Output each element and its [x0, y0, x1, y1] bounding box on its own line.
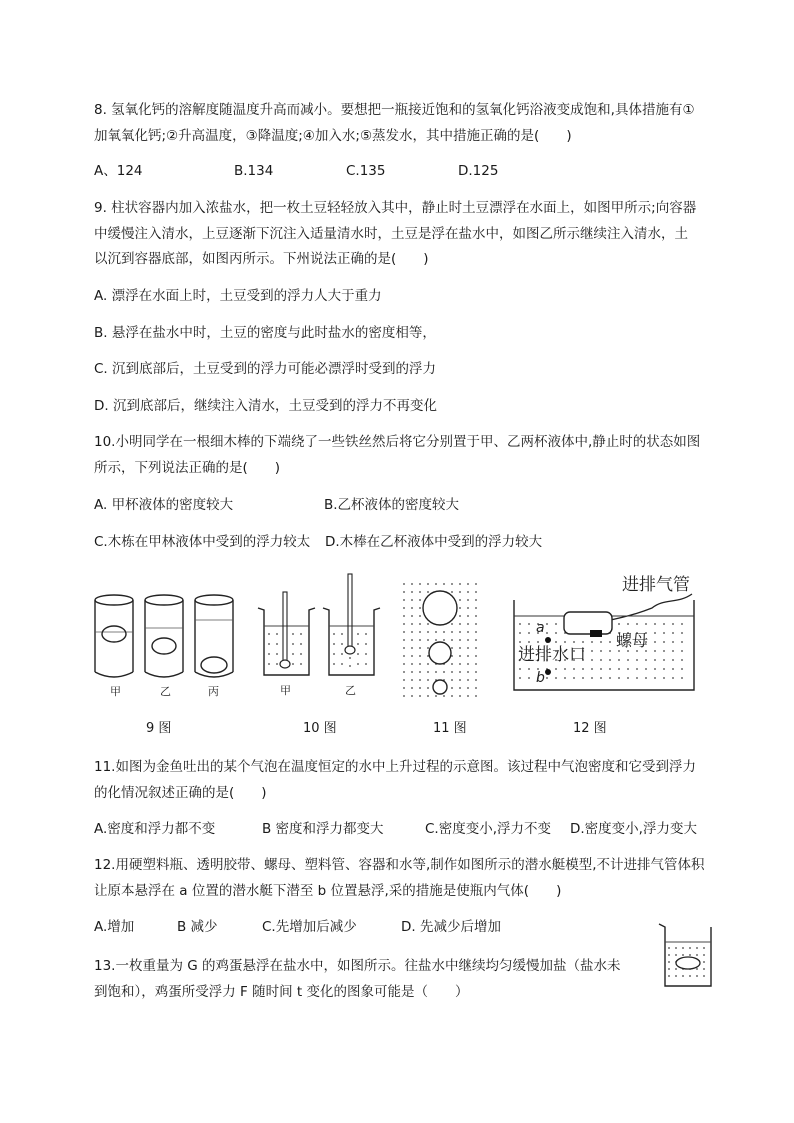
fig12-label-nut: 螺母 [616, 631, 649, 650]
bubble-large [423, 591, 457, 625]
fig9-label-bing: 丙 [208, 685, 219, 698]
figure-13-beaker [657, 920, 717, 992]
figure-10-beakers [254, 570, 384, 710]
q8-option-c: C.135 [346, 163, 386, 179]
potato-suspended [152, 638, 176, 654]
caption-fig12: 12 图 [573, 721, 607, 736]
q13-line1: 13.一枚重量为 G 的鸡蛋悬浮在盐水中，如图所示。往盐水中继续均匀缓慢加盐（盐水未 [94, 958, 621, 974]
q9-line1: 9. 柱状容器内加入浓盐水，把一枚土豆轻轻放入其中，静止时土豆漂浮在水面上，如图甲所示;向容器 [94, 200, 697, 216]
q8-line1: 8. 氢氧化钙的溶解度随温度升高而减小。要想把一瓶接近饱和的氢氧化钙浴液变成饱和,具体措施有① [94, 102, 695, 118]
fig9-label-yi: 乙 [160, 685, 171, 698]
fig9-label-jia: 甲 [110, 685, 121, 698]
nut-block [590, 630, 602, 637]
bubble-medium [429, 642, 451, 664]
q11-option-d: D.密度变小,浮力变大 [570, 821, 697, 837]
stick-yi [348, 574, 352, 650]
stick-jia [283, 592, 287, 662]
q11-option-b: B 密度和浮力都变大 [262, 821, 384, 837]
q11-option-a: A.密度和浮力都不变 [94, 821, 216, 837]
beaker-yi [323, 574, 380, 675]
figure-9-cylinders [90, 590, 250, 710]
caption-fig10: 10 图 [303, 721, 337, 736]
cylinder-jia [95, 595, 133, 677]
fig12-label-b: b [536, 670, 545, 686]
figure-12-submarine [512, 570, 708, 700]
fig12-label-port: 进排水口 [518, 645, 586, 665]
figure-11-bubbles [400, 580, 480, 700]
fig12-label-a: a [536, 620, 545, 636]
q8-line2: 加氧氧化钙;②升高温度，③降温度;④加入水;⑤蒸发水，其中措施正确的是( ) [94, 128, 572, 144]
q8-option-d: D.125 [458, 163, 499, 179]
q9-option-c: C. 沉到底部后，土豆受到的浮力可能必漂浮时受到的浮力 [94, 361, 437, 377]
q10-option-b: B.乙杯液体的密度较大 [324, 497, 460, 513]
q12-option-a: A.增加 [94, 919, 135, 935]
submarine-bottle [564, 612, 612, 634]
q9-line3: 以沉到容器底部，如图丙所示。下州说法正确的是( ) [94, 251, 429, 267]
potato-sunk [201, 657, 227, 673]
caption-fig11: 11 图 [433, 721, 467, 736]
q10-option-c: C.木栋在甲林液体中受到的浮力较太 [94, 534, 311, 550]
q12-option-d: D. 先减少后增加 [401, 919, 501, 935]
q8-option-a: A、124 [94, 163, 143, 179]
q10-line1: 10.小明同学在一根细木棒的下端绕了一些铁丝然后将它分别置于甲、乙两杯液体中,静止时的状态如图 [94, 434, 701, 450]
q10-option-d: D.木棒在乙杯液体中受到的浮力较大 [325, 534, 543, 550]
fig10-label-jia: 甲 [280, 684, 291, 697]
q9-option-d: D. 沉到底部后，继续注入清水，土豆受到的浮力不再变化 [94, 398, 437, 414]
cylinder-yi [145, 595, 183, 677]
q12-line1: 12.用硬塑料瓶、透明胶带、螺母、塑料管、容器和水等,制作如图所示的潜水艇模型,不计进排气管体积 [94, 857, 705, 873]
caption-fig9: 9 图 [146, 721, 172, 736]
q11-option-c: C.密度变小,浮力不变 [425, 821, 552, 837]
potato-floating [102, 626, 126, 642]
bubble-small [433, 680, 447, 694]
beaker-jia [258, 592, 315, 675]
cylinder-bing [195, 595, 233, 677]
fig10-label-yi: 乙 [345, 684, 356, 697]
q8-option-b: B.134 [234, 163, 274, 179]
q9-option-b: B. 悬浮在盐水中时，土豆的密度与此时盐水的密度相等， [94, 325, 436, 341]
q9-option-a: A. 漂浮在水面上时，土豆受到的浮力人大于重力 [94, 288, 382, 304]
q12-line2: 让原本悬浮在 a 位置的潜水艇下潜至 b 位置悬浮,采的措施是使瓶内气体( ) [94, 883, 562, 899]
q11-line1: 11.如图为金鱼吐出的某个气泡在温度恒定的水中上升过程的示意图。该过程中气泡密度和它受到浮力 [94, 759, 696, 775]
q12-option-c: C.先增加后减少 [262, 919, 357, 935]
egg [676, 957, 700, 969]
q13-line2: 到饱和），鸡蛋所受浮力 F 随时间 t 变化的图象可能是（ ） [94, 984, 469, 1000]
q10-option-a: A. 甲杯液体的密度较大 [94, 497, 234, 513]
fig12-label-tube: 进排气管 [622, 575, 690, 595]
q9-line2: 中缓慢注入清水，上豆逐渐下沉注入适量清水时，土豆是浮在盐水中，如图乙所示继续注入清水，土 [94, 226, 688, 242]
q11-line2: 的化情况叙述正确的是( ) [94, 785, 267, 801]
q10-line2: 所示，下列说法正确的是( ) [94, 460, 281, 476]
q12-option-b: B 减少 [177, 919, 218, 935]
